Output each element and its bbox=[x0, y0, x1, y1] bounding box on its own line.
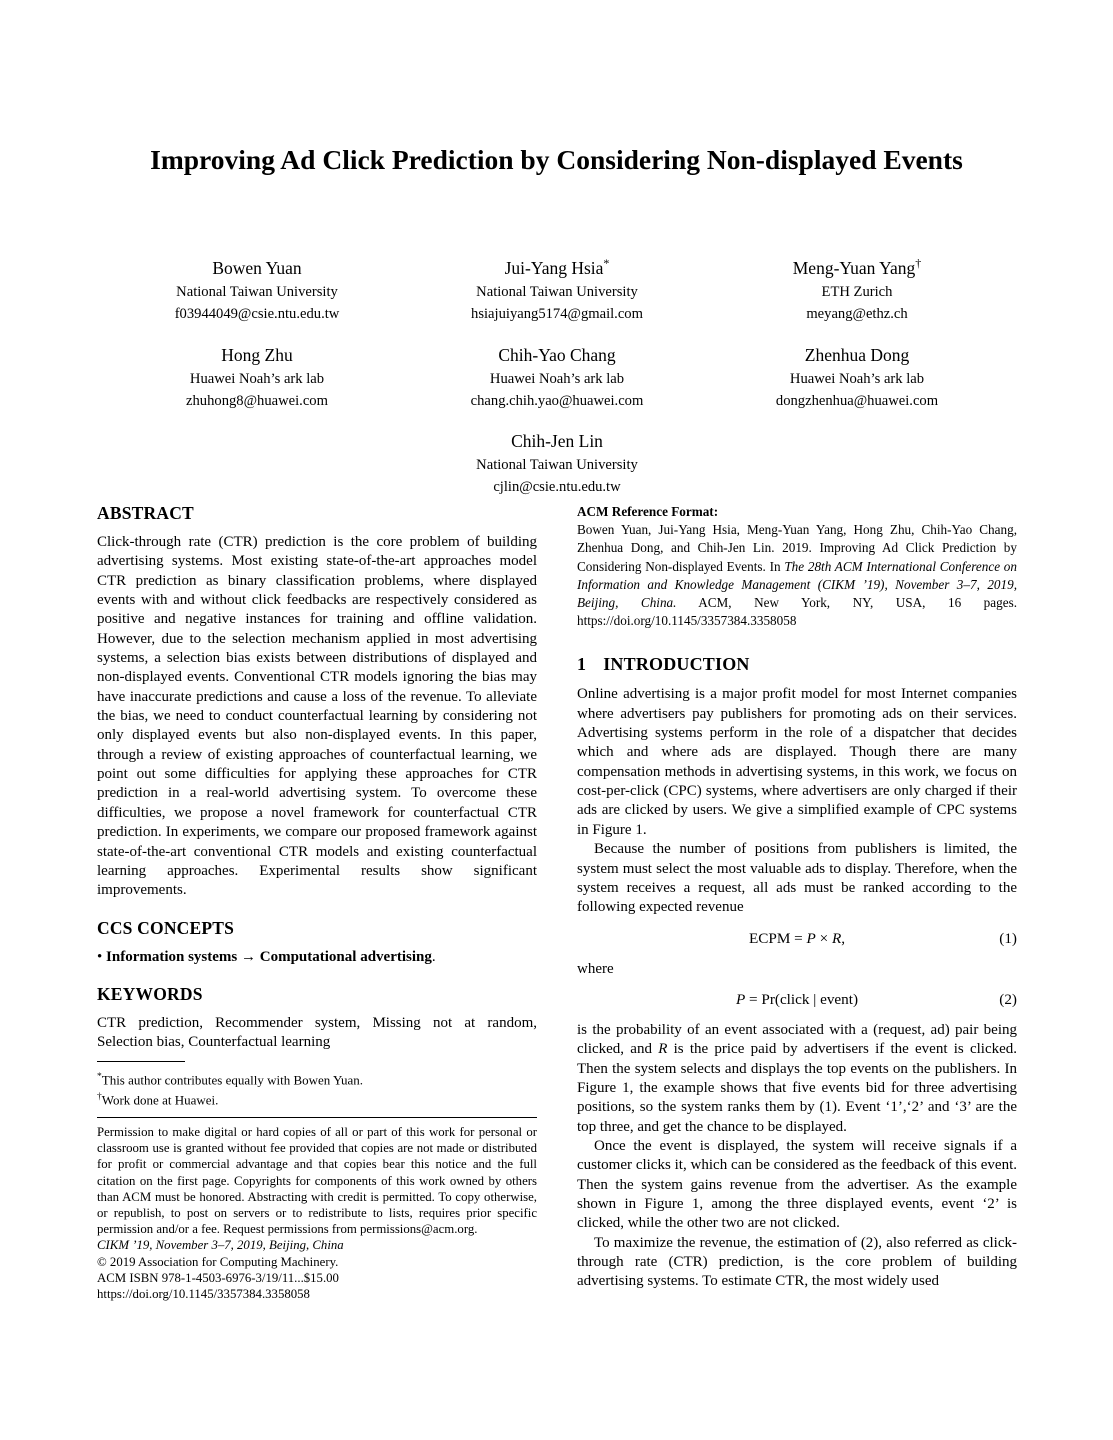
doi-link[interactable]: https://doi.org/10.1145/3357384.3358058 bbox=[97, 1287, 310, 1302]
section-heading-introduction: 1 INTRODUCTION bbox=[577, 654, 750, 675]
where-label: where bbox=[577, 960, 614, 977]
author-block bbox=[107, 337, 407, 412]
footnote-area bbox=[97, 1061, 537, 1109]
acm-reference-heading: ACM Reference Format: bbox=[577, 504, 719, 519]
acm-reference-text: Bowen Yuan, Jui-Yang Hsia, Meng-Yuan Yang, Hong Zhu, Chih-Yao Chang, Zhenhua Dong, and Chih-Jen Lin. 2019. Improving Ad Click Prediction by Considering Non-displayed Events. In The 28th ACM International Conference on Information and Knowledge Management (CIKM ’19), November 3–7, 2019, Beijing, China. ACM, New York, NY, USA, 16 pages. https://doi.org/10.1145/3357384.3358058 bbox=[577, 522, 1017, 629]
author-email[interactable]: chang.chih.yao@huawei.com bbox=[470, 392, 644, 409]
equation-1 bbox=[577, 929, 1017, 949]
paper-title: Improving Ad Click Prediction by Considering Non-displayed Events bbox=[150, 144, 963, 175]
permission-notice: Permission to make digital or hard copies of all or part of this work for personal or classroom use is granted without fee provided that copies are not made or distributed for profit or commercial advantage and that copies bear this notice and the full citation on the first page. Copyrights for components of this work owned by others than ACM must be honored. Abstracting with credit is permitted. To copy otherwise, or republish, to post on servers or to redistribute to lists, requires prior specific permission and/or a fee. Request permissions from permissions@acm.org. bbox=[97, 1125, 537, 1237]
author-email[interactable]: f03944049@csie.ntu.edu.tw bbox=[174, 305, 340, 322]
author-block bbox=[407, 337, 707, 412]
author-name: Zhenhua Dong bbox=[804, 344, 910, 365]
author-affiliation: National Taiwan University bbox=[476, 456, 638, 473]
footnote: *This author contributes equally with Bowen Yuan. bbox=[97, 1072, 364, 1088]
intro-paragraph-2: Because the number of positions from publishers is limited, the system must select the most valuable ads to display. Therefore, when the system receives a request, all ads must be ranked according to the following expected revenue bbox=[577, 841, 1017, 916]
abstract-text: Click-through rate (CTR) prediction is the core problem of building advertising systems. Most existing state-of-the-art approaches model CTR prediction as binary classification problems, where displayed events with and without click feedbacks are respectively considered as positive and negative instances for training and offline validation. However, due to the selection mechanism applied in most advertising systems, a selection bias exists between distributions of displayed and non-displayed events. Conventional CTR models ignoring the bias may have inaccurate predictions and cause a loss of the revenue. To alleviate the bias, we need to conduct counterfactual learning by considering not only displayed events but also non-displayed events. In this paper, through a review of existing approaches of counterfactual learning, we point out some difficulties for applying these approaches for CTR prediction in a real-world advertising system. To overcome these difficulties, we propose a novel framework for counterfactual CTR prediction. In experiments, we compare our proposed framework against state-of-the-art conventional CTR models and existing counterfactual learning approaches. Experimental results show significant improvements. bbox=[97, 534, 537, 899]
keywords-heading: KEYWORDS bbox=[97, 983, 203, 1004]
author-email[interactable]: hsiajuiyang5174@gmail.com bbox=[471, 305, 643, 322]
author-affiliation: ETH Zurich bbox=[821, 283, 893, 300]
permission-rule bbox=[97, 1117, 537, 1118]
author-name: Chih-Jen Lin bbox=[511, 430, 603, 451]
right-column bbox=[577, 503, 1017, 1292]
author-email[interactable]: dongzhenhua@huawei.com bbox=[775, 392, 939, 409]
author-name: Meng-Yuan Yang† bbox=[792, 256, 922, 278]
author-email[interactable]: cjlin@csie.ntu.edu.tw bbox=[493, 478, 621, 495]
author-block bbox=[107, 423, 1007, 498]
equation-2 bbox=[577, 990, 1017, 1010]
author-block bbox=[407, 250, 707, 325]
author-name: Jui-Yang Hsia* bbox=[504, 256, 610, 278]
author-affiliation: Huawei Noah’s ark lab bbox=[789, 370, 925, 387]
intro-paragraph-3: is the probability of an event associated with a (request, ad) pair being clicked, and R is the price paid by advertisers if the event is clicked. Then the system selects and displays the top events on the publishers. In Figure 1, the example shows that five events bid for three advertising positions, so the system ranks them by (1). Event ‘1’,‘2’ and ‘3’ are the top three, and get the chance to be displayed. bbox=[577, 1021, 1018, 1135]
equation-2-number: (2) bbox=[999, 990, 1017, 1008]
authors-row-2 bbox=[107, 337, 1007, 412]
intro-paragraph-5: To maximize the revenue, the estimation of (2), also referred as click-through rate (CTR) prediction, is the core problem of building advertising systems. To estimate CTR, the most widely used bbox=[577, 1234, 1017, 1290]
author-name: Chih-Yao Chang bbox=[498, 344, 616, 365]
author-affiliation: National Taiwan University bbox=[476, 283, 638, 300]
copyright-line: © 2019 Association for Computing Machinery. bbox=[97, 1254, 339, 1269]
equation-1-number: (1) bbox=[999, 929, 1017, 947]
footnote-rule bbox=[97, 1061, 185, 1062]
keywords-text: CTR prediction, Recommender system, Missing not at random, Selection bias, Counterfactual learning bbox=[97, 1014, 537, 1051]
author-block bbox=[107, 250, 407, 325]
intro-paragraph-1: Online advertising is a major profit model for most Internet companies where advertisers pay publishers for promoting ads on their services. Advertising systems perform in the role of a dispatcher that decides which and where ads are displayed. Though there are many compensation methods in advertising systems, in this work, we focus on cost-per-click (CPC) systems, where advertisers are only charged if their ads are clicked by users. We give a simplified example of CPC systems in Figure 1. bbox=[577, 686, 1017, 838]
equation-2-body: P = Pr(click | event) bbox=[735, 990, 859, 1008]
equation-1-body: ECPM = P × R, bbox=[748, 929, 846, 947]
conference-venue: CIKM ’19, November 3–7, 2019, Beijing, China bbox=[97, 1238, 344, 1253]
author-block bbox=[707, 337, 1007, 412]
abstract-heading: ABSTRACT bbox=[97, 503, 194, 523]
left-column bbox=[97, 503, 537, 1053]
isbn-line: ACM ISBN 978-1-4503-6976-3/19/11...$15.00 bbox=[97, 1270, 339, 1285]
intro-paragraph-4: Once the event is displayed, the system will receive signals if a customer clicks it, which can be considered as the feedback of this event. Then the system gains revenue from the advertiser. As the example shown in Figure 1, among the three displayed events, event ‘2’ is clicked, while the other two are not clicked. bbox=[577, 1137, 1017, 1232]
author-name: Hong Zhu bbox=[221, 344, 293, 365]
author-name: Bowen Yuan bbox=[212, 257, 302, 278]
authors-row-1 bbox=[107, 250, 1007, 325]
author-email[interactable]: meyang@ethz.ch bbox=[806, 305, 908, 322]
ccs-concepts-line: • Information systems → Computational advertising. bbox=[97, 948, 436, 965]
permission-area bbox=[97, 1117, 537, 1302]
authors-row-3 bbox=[107, 423, 1007, 498]
ccs-heading: CCS CONCEPTS bbox=[97, 917, 235, 938]
author-affiliation: Huawei Noah’s ark lab bbox=[189, 370, 325, 387]
author-email[interactable]: zhuhong8@huawei.com bbox=[186, 392, 328, 409]
author-block bbox=[707, 250, 1007, 325]
author-affiliation: Huawei Noah’s ark lab bbox=[489, 370, 625, 387]
footnote: †Work done at Huawei. bbox=[97, 1091, 219, 1108]
author-affiliation: National Taiwan University bbox=[176, 283, 338, 300]
